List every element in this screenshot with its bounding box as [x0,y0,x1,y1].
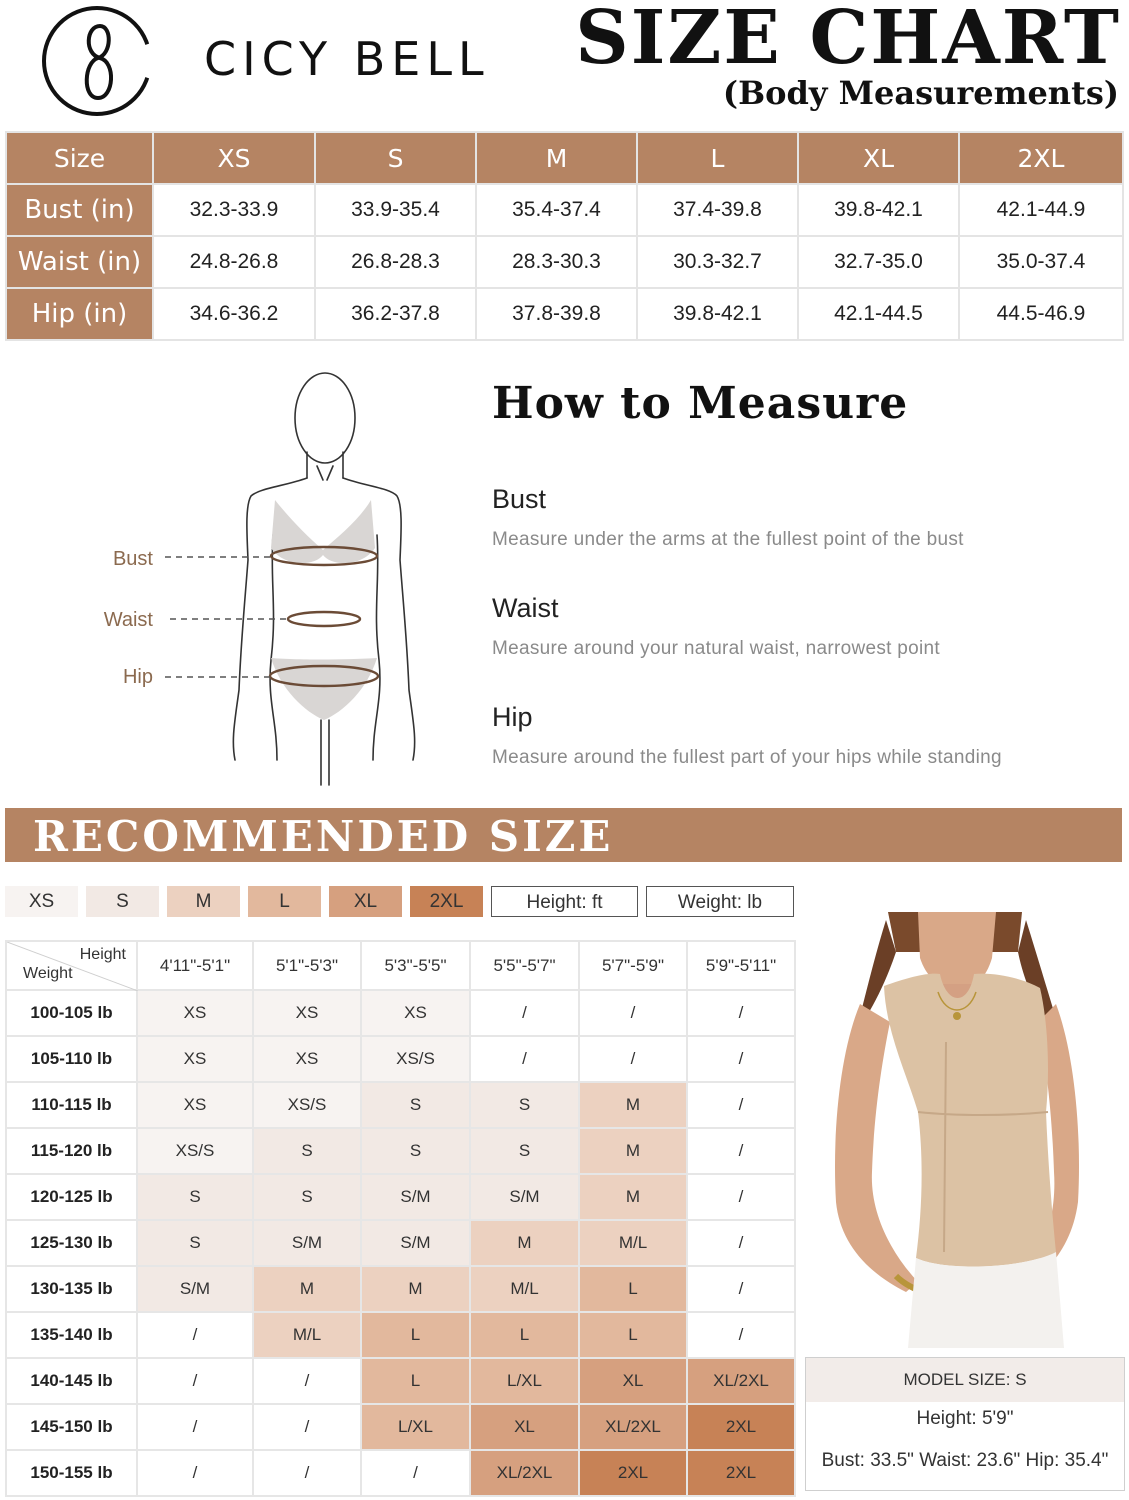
corner-cell [6,941,137,990]
weight-label: 130-135 lb [6,1266,137,1312]
table-row [6,1404,795,1450]
measure-label: Bust [492,484,547,514]
figure-label-bust: Bust [112,548,153,570]
size-cell: / [470,990,579,1036]
height-header: 5'7"-5'9" [579,941,687,990]
table-row [6,236,1123,288]
size-header-xs: XS [153,132,315,184]
model-size-box [805,1357,1125,1491]
table-cell: 35.4-37.4 [476,184,637,236]
table-row [6,1450,795,1496]
size-cell: S [137,1174,253,1220]
table-cell: 36.2-37.8 [315,288,476,340]
legend-swatch-xs: XS [5,886,78,917]
weight-label: 135-140 lb [6,1312,137,1358]
legend-swatch-xl: XL [329,886,402,917]
row-label-waist: Waist (in) [6,236,153,288]
size-cell: M [579,1082,687,1128]
recommended-header-row [6,941,795,990]
size-header-label: Size [6,132,153,184]
size-cell: XS [361,990,470,1036]
size-cell: / [687,1128,795,1174]
size-cell: 2XL [579,1450,687,1496]
size-cell: M/L [579,1220,687,1266]
measure-item-waist [492,593,940,660]
size-cell: M [579,1174,687,1220]
size-cell: / [687,1312,795,1358]
size-cell: / [361,1450,470,1496]
weight-label: 115-120 lb [6,1128,137,1174]
size-cell: / [687,1220,795,1266]
size-cell: / [579,1036,687,1082]
size-cell: S/M [137,1266,253,1312]
size-cell: M/L [470,1266,579,1312]
legend-weight-unit: Weight: lb [646,886,794,917]
body-figure-diagram [95,360,435,790]
row-label-bust: Bust (in) [6,184,153,236]
row-label-hip: Hip (in) [6,288,153,340]
model-photo [826,912,1122,1348]
figure-label-waist: Waist [103,609,153,631]
table-row [6,1220,795,1266]
table-cell: 37.4-39.8 [637,184,798,236]
size-chart-header-row [6,132,1123,184]
measure-label: Waist [492,593,559,623]
size-cell: S [470,1082,579,1128]
size-cell: XS [137,990,253,1036]
size-cell: XL/2XL [579,1404,687,1450]
weight-label: 110-115 lb [6,1082,137,1128]
model-size-label: MODEL SIZE: S [806,1358,1124,1402]
table-row [6,1082,795,1128]
size-cell: S [470,1128,579,1174]
table-cell: 39.8-42.1 [637,288,798,340]
size-cell: XS [137,1082,253,1128]
size-cell: / [253,1450,361,1496]
table-cell: 44.5-46.9 [959,288,1123,340]
legend-swatch-l: L [248,886,321,917]
size-header-xl: XL [798,132,959,184]
size-cell: / [253,1358,361,1404]
size-header-2xl: 2XL [959,132,1123,184]
size-cell: M/L [253,1312,361,1358]
size-cell: XL/2XL [687,1358,795,1404]
table-row [6,1128,795,1174]
table-cell: 42.1-44.9 [959,184,1123,236]
size-cell: / [253,1404,361,1450]
how-to-measure-title: How to Measure [492,378,909,429]
size-cell: M [361,1266,470,1312]
model-height: Height: 5'9" [916,1408,1014,1429]
recommended-size-banner [5,808,1122,862]
weight-label: 150-155 lb [6,1450,137,1496]
size-cell: L/XL [470,1358,579,1404]
measure-description: Measure around the fullest part of your hips while standing [492,747,1002,768]
measure-label: Hip [492,702,533,732]
table-row [6,1266,795,1312]
size-cell: L [579,1266,687,1312]
page-title: SIZE CHART [575,0,1121,81]
size-cell: / [137,1404,253,1450]
size-cell: S [361,1128,470,1174]
table-cell: 32.7-35.0 [798,236,959,288]
table-cell: 24.8-26.8 [153,236,315,288]
size-cell: S [137,1220,253,1266]
size-cell: / [137,1312,253,1358]
size-cell: M [470,1220,579,1266]
table-row [6,1036,795,1082]
corner-height-label: Height [79,946,126,963]
size-cell: S/M [253,1220,361,1266]
table-cell: 28.3-30.3 [476,236,637,288]
table-row [6,288,1123,340]
size-cell: 2XL [687,1450,795,1496]
measure-description: Measure under the arms at the fullest point of the bust [492,529,964,550]
weight-label: 105-110 lb [6,1036,137,1082]
size-chart-table [5,131,1124,341]
recommended-size-table [5,940,796,1497]
size-cell: XS [137,1036,253,1082]
brand-logo-icon [40,4,158,118]
table-cell: 34.6-36.2 [153,288,315,340]
size-cell: XL [579,1358,687,1404]
height-header: 5'5"-5'7" [470,941,579,990]
size-cell: XS [253,990,361,1036]
table-cell: 26.8-28.3 [315,236,476,288]
table-row [6,1174,795,1220]
table-row [6,1312,795,1358]
figure-label-hip: Hip [122,666,153,688]
size-cell: S [361,1082,470,1128]
table-cell: 37.8-39.8 [476,288,637,340]
height-header: 5'9"-5'11" [687,941,795,990]
size-cell: / [687,1082,795,1128]
size-cell: L [579,1312,687,1358]
measure-description: Measure around your natural waist, narrowest point [492,638,941,659]
corner-weight-label: Weight [23,965,73,982]
legend-swatch-2xl: 2XL [410,886,483,917]
size-cell: / [470,1036,579,1082]
table-cell: 33.9-35.4 [315,184,476,236]
size-cell: L [361,1312,470,1358]
weight-label: 125-130 lb [6,1220,137,1266]
table-cell: 42.1-44.5 [798,288,959,340]
figure-head [295,373,355,463]
table-cell: 32.3-33.9 [153,184,315,236]
weight-label: 140-145 lb [6,1358,137,1404]
size-cell: 2XL [687,1404,795,1450]
size-cell: / [687,1036,795,1082]
size-cell: L/XL [361,1404,470,1450]
size-cell: S [253,1128,361,1174]
recommended-size-title: RECOMMENDED SIZE [33,812,614,861]
size-cell: / [137,1358,253,1404]
size-cell: L [361,1358,470,1404]
size-cell: M [579,1128,687,1174]
size-cell: / [687,1174,795,1220]
waist-tape [288,612,360,626]
height-header: 5'1"-5'3" [253,941,361,990]
height-header: 4'11"-5'1" [137,941,253,990]
table-row [6,1358,795,1404]
measure-item-hip [492,702,1002,769]
legend-height-unit: Height: ft [491,886,638,917]
table-cell: 30.3-32.7 [637,236,798,288]
size-cell: S/M [361,1174,470,1220]
size-cell: XS/S [361,1036,470,1082]
size-cell: S [253,1174,361,1220]
table-row [6,990,795,1036]
size-header-l: L [637,132,798,184]
table-row [6,184,1123,236]
size-cell: / [687,1266,795,1312]
size-cell: / [687,990,795,1036]
measure-item-bust [492,484,964,551]
size-cell: XL [470,1404,579,1450]
size-cell: XS [253,1036,361,1082]
weight-label: 120-125 lb [6,1174,137,1220]
size-cell: XS/S [137,1128,253,1174]
legend-swatch-s: S [86,886,159,917]
model-measurements: Bust: 33.5" Waist: 23.6" Hip: 35.4" [821,1450,1109,1471]
size-cell: XS/S [253,1082,361,1128]
legend-swatch-m: M [167,886,240,917]
size-cell: S/M [361,1220,470,1266]
size-cell: L [470,1312,579,1358]
table-cell: 39.8-42.1 [798,184,959,236]
page-subtitle: (Body Measurements) [722,74,1119,112]
size-cell: M [253,1266,361,1312]
size-cell: / [137,1450,253,1496]
height-header: 5'3"-5'5" [361,941,470,990]
size-cell: XL/2XL [470,1450,579,1496]
size-header-s: S [315,132,476,184]
size-cell: / [579,990,687,1036]
size-header-m: M [476,132,637,184]
table-cell: 35.0-37.4 [959,236,1123,288]
size-cell: S/M [470,1174,579,1220]
weight-label: 145-150 lb [6,1404,137,1450]
brand-name: CICY BELL [204,32,490,86]
weight-label: 100-105 lb [6,990,137,1036]
